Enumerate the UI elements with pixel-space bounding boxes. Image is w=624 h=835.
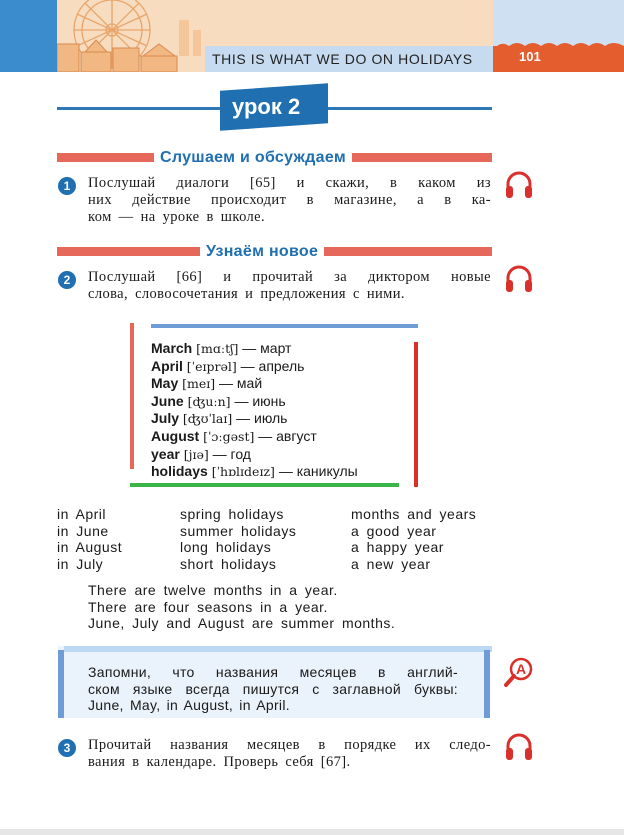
phrase: in August [57, 539, 123, 555]
vocab-transcription: [ˈhɒlɪdeɪz] [211, 464, 275, 480]
task-3-line: Прочитай названия месяцев в порядке их следо- [88, 737, 491, 753]
vocab-box-left-border [130, 323, 134, 469]
sentence: June, July and August are summer months. [88, 615, 396, 631]
example-sentences [88, 582, 395, 632]
vocab-word: June [151, 392, 184, 409]
vocab-translation: — март [242, 340, 292, 356]
vocab-translation: — август [258, 427, 317, 444]
memo-box-right-border [484, 650, 490, 718]
memo-box-top-border [64, 646, 492, 652]
vocab-entry [151, 446, 358, 464]
task-3-text [88, 737, 491, 771]
phrase-column-2 [180, 506, 296, 572]
unit-title: THIS IS WHAT WE DO ON HOLIDAYS [212, 51, 473, 67]
lesson-title: урок 2 [232, 94, 301, 119]
memo-line: Запомни, что названия месяцев в англий- [88, 664, 458, 680]
header-left-decoration [0, 0, 57, 72]
phrase: a happy year [351, 539, 444, 555]
vocab-box-top-border [151, 324, 418, 328]
phrase-column-1 [57, 506, 122, 572]
phrase: in April [57, 506, 107, 522]
task-number-3: 3 [58, 739, 76, 757]
vocab-transcription: [ʤʊˈlaɪ] [182, 411, 233, 427]
vocab-entry [151, 410, 358, 428]
headphones-icon[interactable] [504, 170, 534, 200]
magnifier-letter: A [515, 661, 527, 677]
vocab-transcription: [ˈɔːgəst] [203, 428, 255, 444]
vocab-transcription: [ʤuːn] [187, 393, 231, 409]
phrase: months and years [351, 506, 477, 522]
sentence: There are four seasons in a year. [88, 598, 328, 615]
vocab-entry [151, 428, 358, 446]
task-number-1: 1 [58, 177, 76, 195]
phrase: in June [57, 522, 109, 539]
task-2-text [88, 269, 491, 303]
section-title-learn: Узнаём новое [200, 243, 324, 261]
page-number: 101 [519, 49, 541, 64]
tab-scallop-decoration [493, 40, 624, 50]
vocab-box-right-border [414, 342, 418, 487]
task-2-line: слова, словосочетания и предложения с ними. [88, 286, 405, 302]
task-1-line: них действие происходит в магазине, а в ка- [88, 192, 491, 208]
vocabulary-list [151, 340, 358, 481]
magnifier-letter-icon [503, 656, 535, 688]
vocab-translation: — июнь [234, 392, 286, 409]
vocab-translation: — год [212, 445, 251, 462]
section-title-listen: Слушаем и обсуждаем [154, 149, 352, 167]
task-1-line: ком — на уроке в школе. [88, 209, 266, 225]
vocab-word: April [151, 357, 183, 374]
vocab-entry [151, 375, 358, 393]
memo-line: ском языке всегда пишутся с заглавной буквы: [88, 680, 458, 697]
vocab-translation: — июль [236, 410, 288, 427]
vocab-entry [151, 340, 358, 358]
vocab-word: year [151, 445, 180, 462]
phrase: short holidays [180, 555, 277, 572]
vocab-transcription: [ˈeɪprəl] [186, 358, 237, 374]
phrase: summer holidays [180, 522, 297, 539]
vocab-transcription: [meɪ] [182, 376, 216, 392]
page-number-tab [493, 46, 624, 72]
task-3-line: вания в календаре. Проверь себя [67]. [88, 754, 351, 770]
headphones-icon[interactable] [504, 732, 534, 762]
vocab-word: August [151, 427, 200, 444]
vocab-translation: — май [219, 375, 263, 392]
phrase: a new year [351, 555, 431, 572]
sentence: There are twelve months in a year. [88, 582, 338, 598]
vocab-translation: — каникулы [278, 463, 358, 480]
phrase: a good year [351, 522, 437, 539]
headphones-icon[interactable] [504, 264, 534, 294]
memo-line: June, May, in August, in April. [88, 697, 290, 713]
vocab-entry [151, 393, 358, 411]
phrase-column-3 [351, 506, 476, 572]
memo-box-left-border [58, 650, 64, 718]
task-number-2: 2 [58, 271, 76, 289]
vocab-entry [151, 358, 358, 376]
vocab-box-bottom-border [130, 483, 399, 487]
task-1-text [88, 175, 491, 226]
vocab-word: holidays [151, 463, 208, 480]
vocab-word: July [151, 410, 180, 427]
page-footer-band [0, 829, 624, 835]
vocab-word: March [151, 340, 193, 356]
vocab-transcription: [mɑːtʃ] [196, 341, 239, 356]
phrase: spring holidays [180, 506, 284, 522]
task-1-line: Послушай диалоги [65] и скажи, в каком из [88, 175, 491, 191]
task-2-line: Послушай [66] и прочитай за диктором новые [88, 269, 491, 285]
vocab-transcription: [jɪə] [183, 446, 209, 462]
memo-text [88, 664, 458, 714]
phrase: long holidays [180, 539, 272, 555]
vocab-translation: — апрель [240, 357, 305, 374]
vocab-entry [151, 463, 358, 481]
phrase: in July [57, 555, 104, 572]
vocab-word: May [151, 375, 179, 392]
